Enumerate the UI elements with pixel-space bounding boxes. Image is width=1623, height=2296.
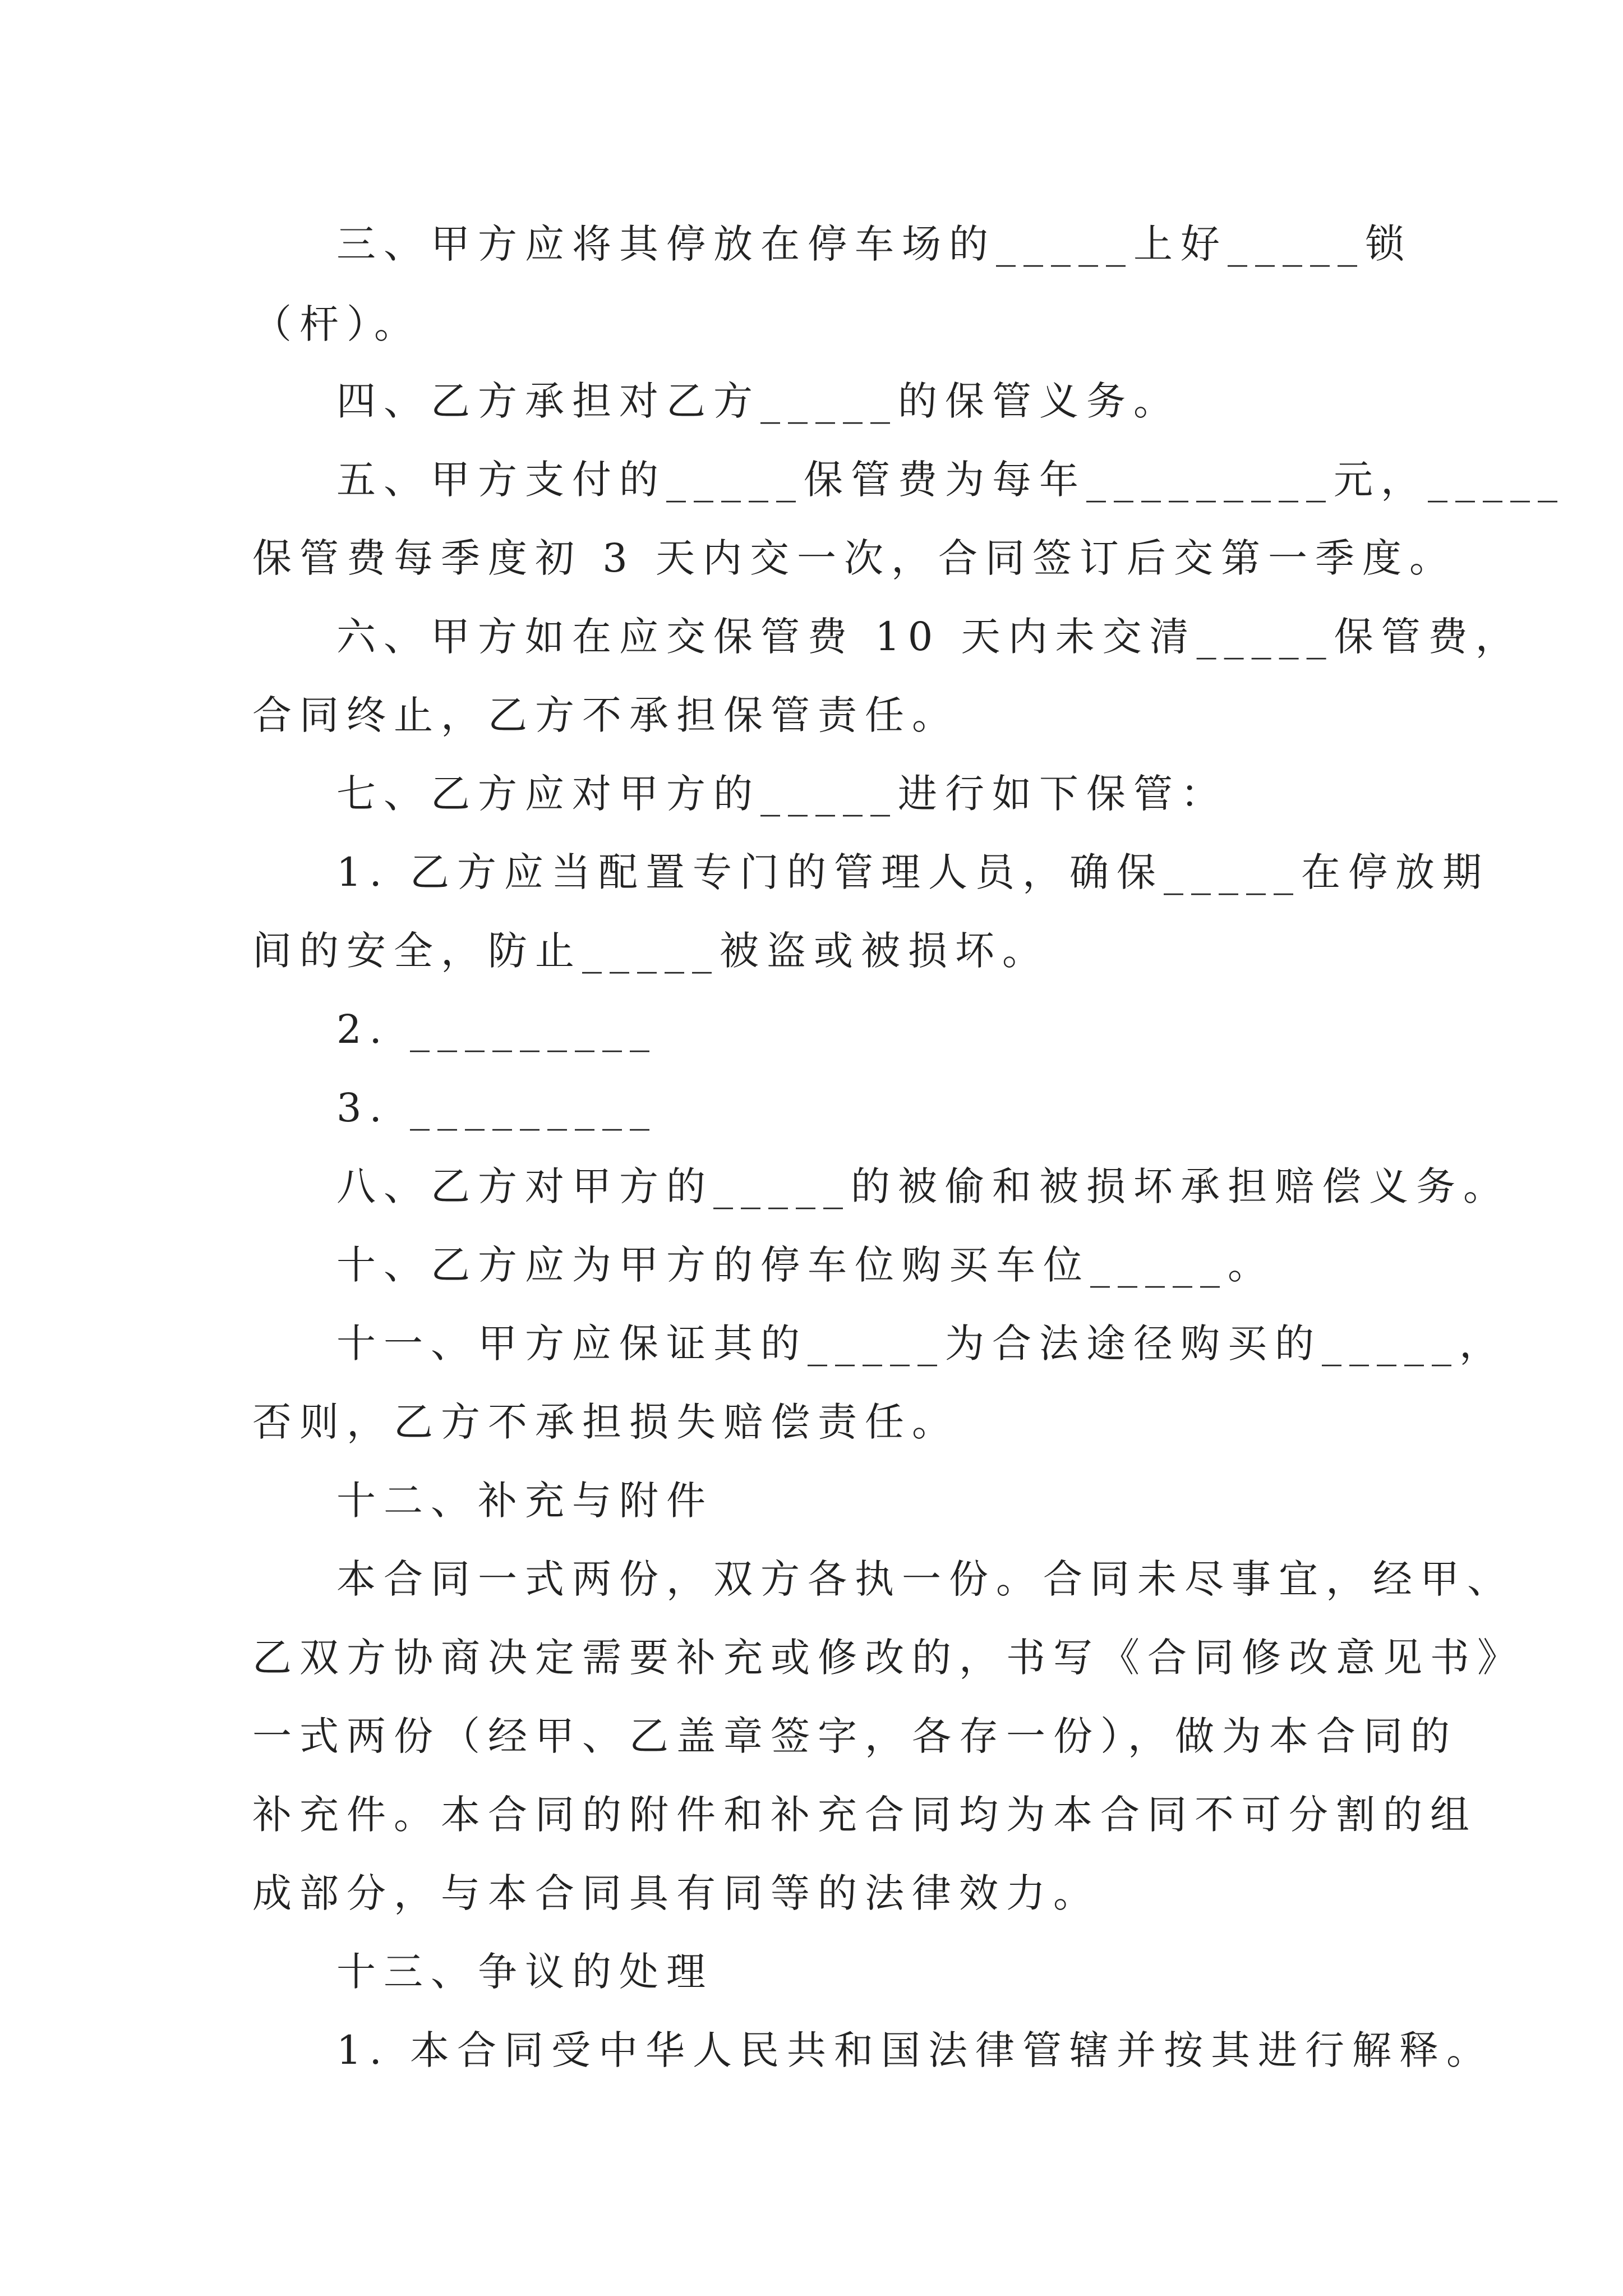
clause-12-heading: 十二、补充与附件 [336, 1478, 713, 1524]
clause-11-line-1: 十一、甲方应保证其的_____为合法途径购买的_____， [336, 1320, 1506, 1366]
clause-3-line-2: （杆）。 [252, 301, 421, 347]
clause-3-line-1: 三、甲方应将其停放在停车场的_____上好_____锁 [336, 221, 1412, 267]
clause-12-paragraph-line-3: 一式两份（经甲、乙盖章签字，各存一份），做为本合同的 [252, 1713, 1458, 1759]
clause-4: 四、乙方承担对乙方_____的保管义务。 [336, 378, 1181, 424]
clause-12-paragraph-line-2: 乙双方协商决定需要补充或修改的，书写《合同修改意见书》 [252, 1635, 1524, 1681]
clause-12-paragraph-line-5: 成部分，与本合同具有同等的法律效力。 [252, 1870, 1100, 1916]
clause-6-line-2: 合同终止，乙方不承担保管责任。 [252, 692, 959, 738]
clause-10: 十、乙方应为甲方的停车位购买车位_____。 [336, 1242, 1275, 1288]
clause-13-item-1: 1. 本合同受中华人民共和国法律管辖并按其进行解释。 [336, 2027, 1494, 2073]
clause-7-item-1-line-1: 1. 乙方应当配置专门的管理人员，确保_____在停放期 [336, 849, 1490, 895]
clause-7: 七、乙方应对甲方的_____进行如下保管： [336, 771, 1228, 817]
clause-13-heading: 十三、争议的处理 [336, 1949, 713, 1995]
clause-7-item-2: 2. _________ [336, 1006, 658, 1052]
clause-12-paragraph-line-4: 补充件。本合同的附件和补充合同均为本合同不可分割的组 [252, 1792, 1477, 1838]
clause-6-line-1: 六、甲方如在应交保管费 10 天内未交清_____保管费， [336, 614, 1523, 660]
clause-5-line-1: 五、甲方支付的_____保管费为每年_________元，_____ [336, 457, 1565, 503]
clause-7-item-3: 3. _________ [336, 1085, 658, 1131]
clause-11-line-2: 否则，乙方不承担损失赔偿责任。 [252, 1399, 959, 1445]
clause-12-paragraph-line-1: 本合同一式两份，双方各执一份。合同未尽事宜，经甲、 [336, 1556, 1514, 1602]
clause-8: 八、乙方对甲方的_____的被偷和被损坏承担赔偿义务。 [336, 1163, 1510, 1209]
clause-7-item-1-line-2: 间的安全，防止_____被盗或被损坏。 [252, 928, 1049, 974]
clause-5-line-2: 保管费每季度初 3 天内交一次，合同签订后交第一季度。 [252, 535, 1457, 581]
